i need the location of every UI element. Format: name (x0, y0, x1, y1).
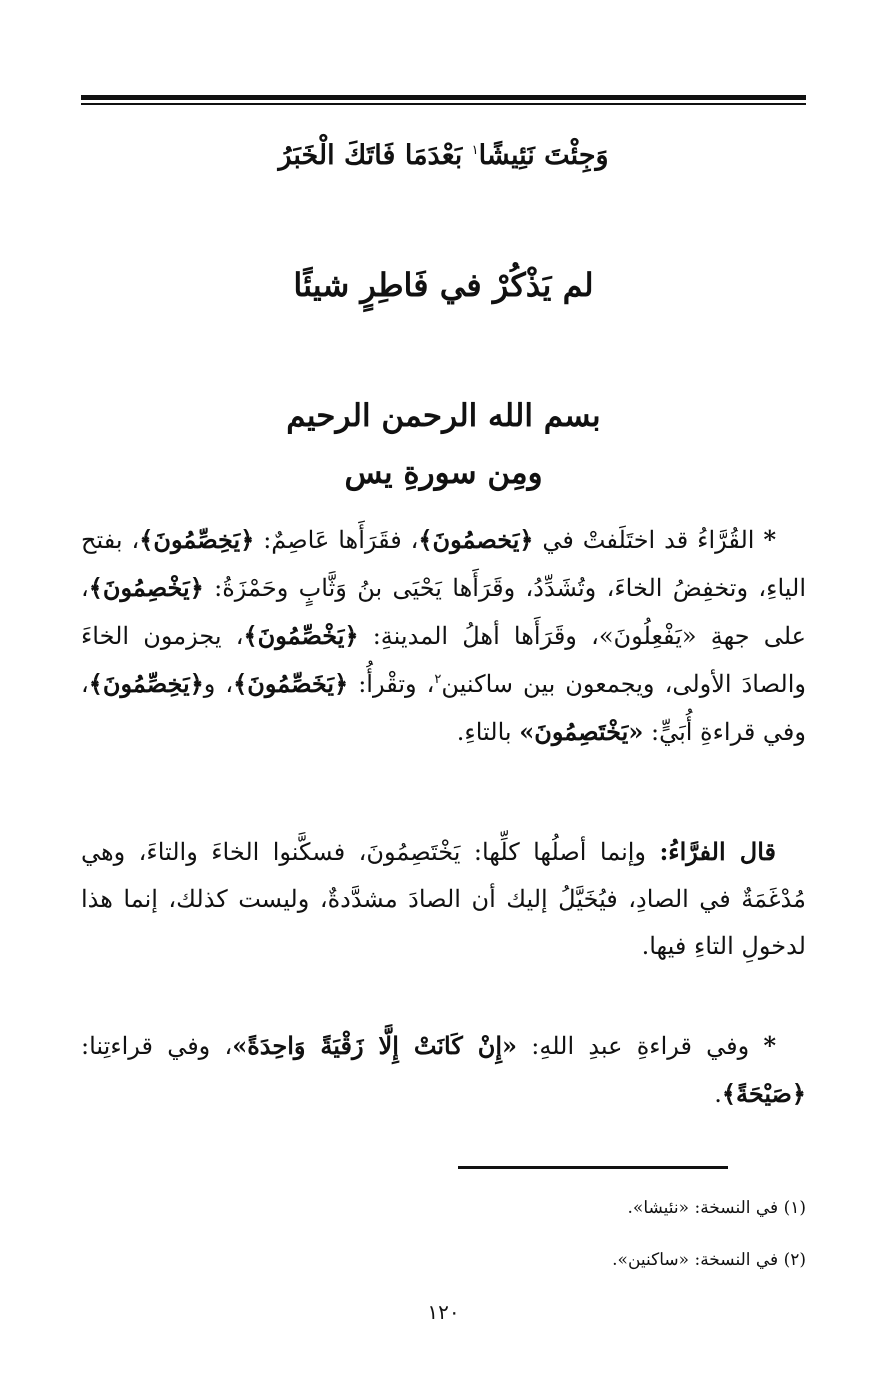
verse-text-part1: وَجِئْتَ نَئِيشًا (478, 140, 609, 171)
verse-text-part2: بَعْدَمَا فَاتَكَ الْخَبَرُ (278, 140, 463, 171)
paragraph-readings (81, 516, 806, 756)
bullet-star: * (763, 1031, 776, 1060)
text-run: بالتاءِ. (456, 718, 512, 746)
paragraph-farra (81, 828, 806, 970)
surah-title: ومِن سورةِ يس (344, 455, 543, 491)
variant-reading: «إِنْ كَانَتْ إِلَّا زَقْيَةً وَاحِدَةً» (232, 1031, 518, 1060)
footnote-separator (458, 1166, 728, 1169)
text-run: ، و (203, 670, 234, 698)
page-number: ١٢٠ (427, 1300, 460, 1324)
quran-quote: ﴿يَخْصِّمُونَ﴾ (243, 621, 359, 650)
text-run: ، فقَرَأَها عَاصِمٌ: (263, 526, 419, 554)
variant-reading: «يَخْتَصِمُونَ» (519, 717, 644, 746)
bullet-star: * (763, 525, 776, 554)
header-rule (81, 95, 806, 100)
paragraph-abdallah (81, 1022, 806, 1118)
verse-line (81, 140, 806, 171)
footnote-ref[interactable]: ٢ (434, 672, 442, 687)
text-run: ، بفتح الياءِ، وتخفِضُ الخاءَ، وتُشَدِّدُ، وقَرَأَها يَحْيَى بنُ وَثَّابٍ وحَمْزَةُ: (81, 526, 806, 602)
quran-quote: ﴿يَخَصِّمُونَ﴾ (233, 669, 349, 698)
text-run: القُرَّاءُ قد اختَلَفتْ في (542, 526, 755, 554)
quran-quote: ﴿يَخِصِّمُونَ﴾ (139, 525, 255, 554)
speaker-label: قال الفرَّاءُ: (659, 837, 776, 866)
quran-quote: ﴿يَخِصِّمُونَ﴾ (88, 669, 204, 698)
text-run: ، يجزمون الخاءَ والصادَ الأولى، ويجمعون بين ساكنين (81, 622, 807, 698)
text-run: وفي قراءةِ عبدِ اللهِ: (531, 1032, 750, 1060)
header-rule-thin (81, 103, 806, 105)
quran-quote: ﴿يَخْصِمُونَ﴾ (88, 573, 204, 602)
text-run: ، وقَرَأَها أهلُ المدينةِ: (372, 622, 599, 650)
text-run: ، وتقْرأُ: (358, 670, 435, 698)
footnote-ref[interactable]: ١ (471, 143, 479, 158)
text-run: ، وفي قراءةِ أُبَيٍّ: (81, 670, 806, 746)
word-pattern: «يَفْعِلُونَ» (598, 622, 697, 650)
quran-quote: ﴿يَخصمُونَ﴾ (418, 525, 534, 554)
quran-quote: ﴿صَيْحَةً﴾ (721, 1079, 806, 1108)
text-run: وإنما أصلُها كلِّها: يَخْتَصِمُونَ، فسكَّنوا الخاءَ والتاءَ، وهي مُدْغَمَةٌ في الصادِ، فيُخَيَّلُ إليك أن الصادَ مشدَّدةٌ، وليست كذلك، إنما هذا لدخولِ التاءِ فيها. (81, 838, 806, 960)
basmala: بسم الله الرحمن الرحيم (286, 398, 601, 434)
section-heading: لم يَذْكُرْ في فَاطِرٍ شيئًا (293, 266, 594, 304)
text-run: ، على جهةِ (81, 574, 806, 650)
text-run: . (714, 1080, 722, 1108)
footnote-1: (١) في النسخة: «نئيشا». (627, 1198, 806, 1218)
footnote-2: (٢) في النسخة: «ساكنين». (612, 1250, 806, 1270)
text-run: ، وفي قراءتِنا: (81, 1032, 233, 1060)
